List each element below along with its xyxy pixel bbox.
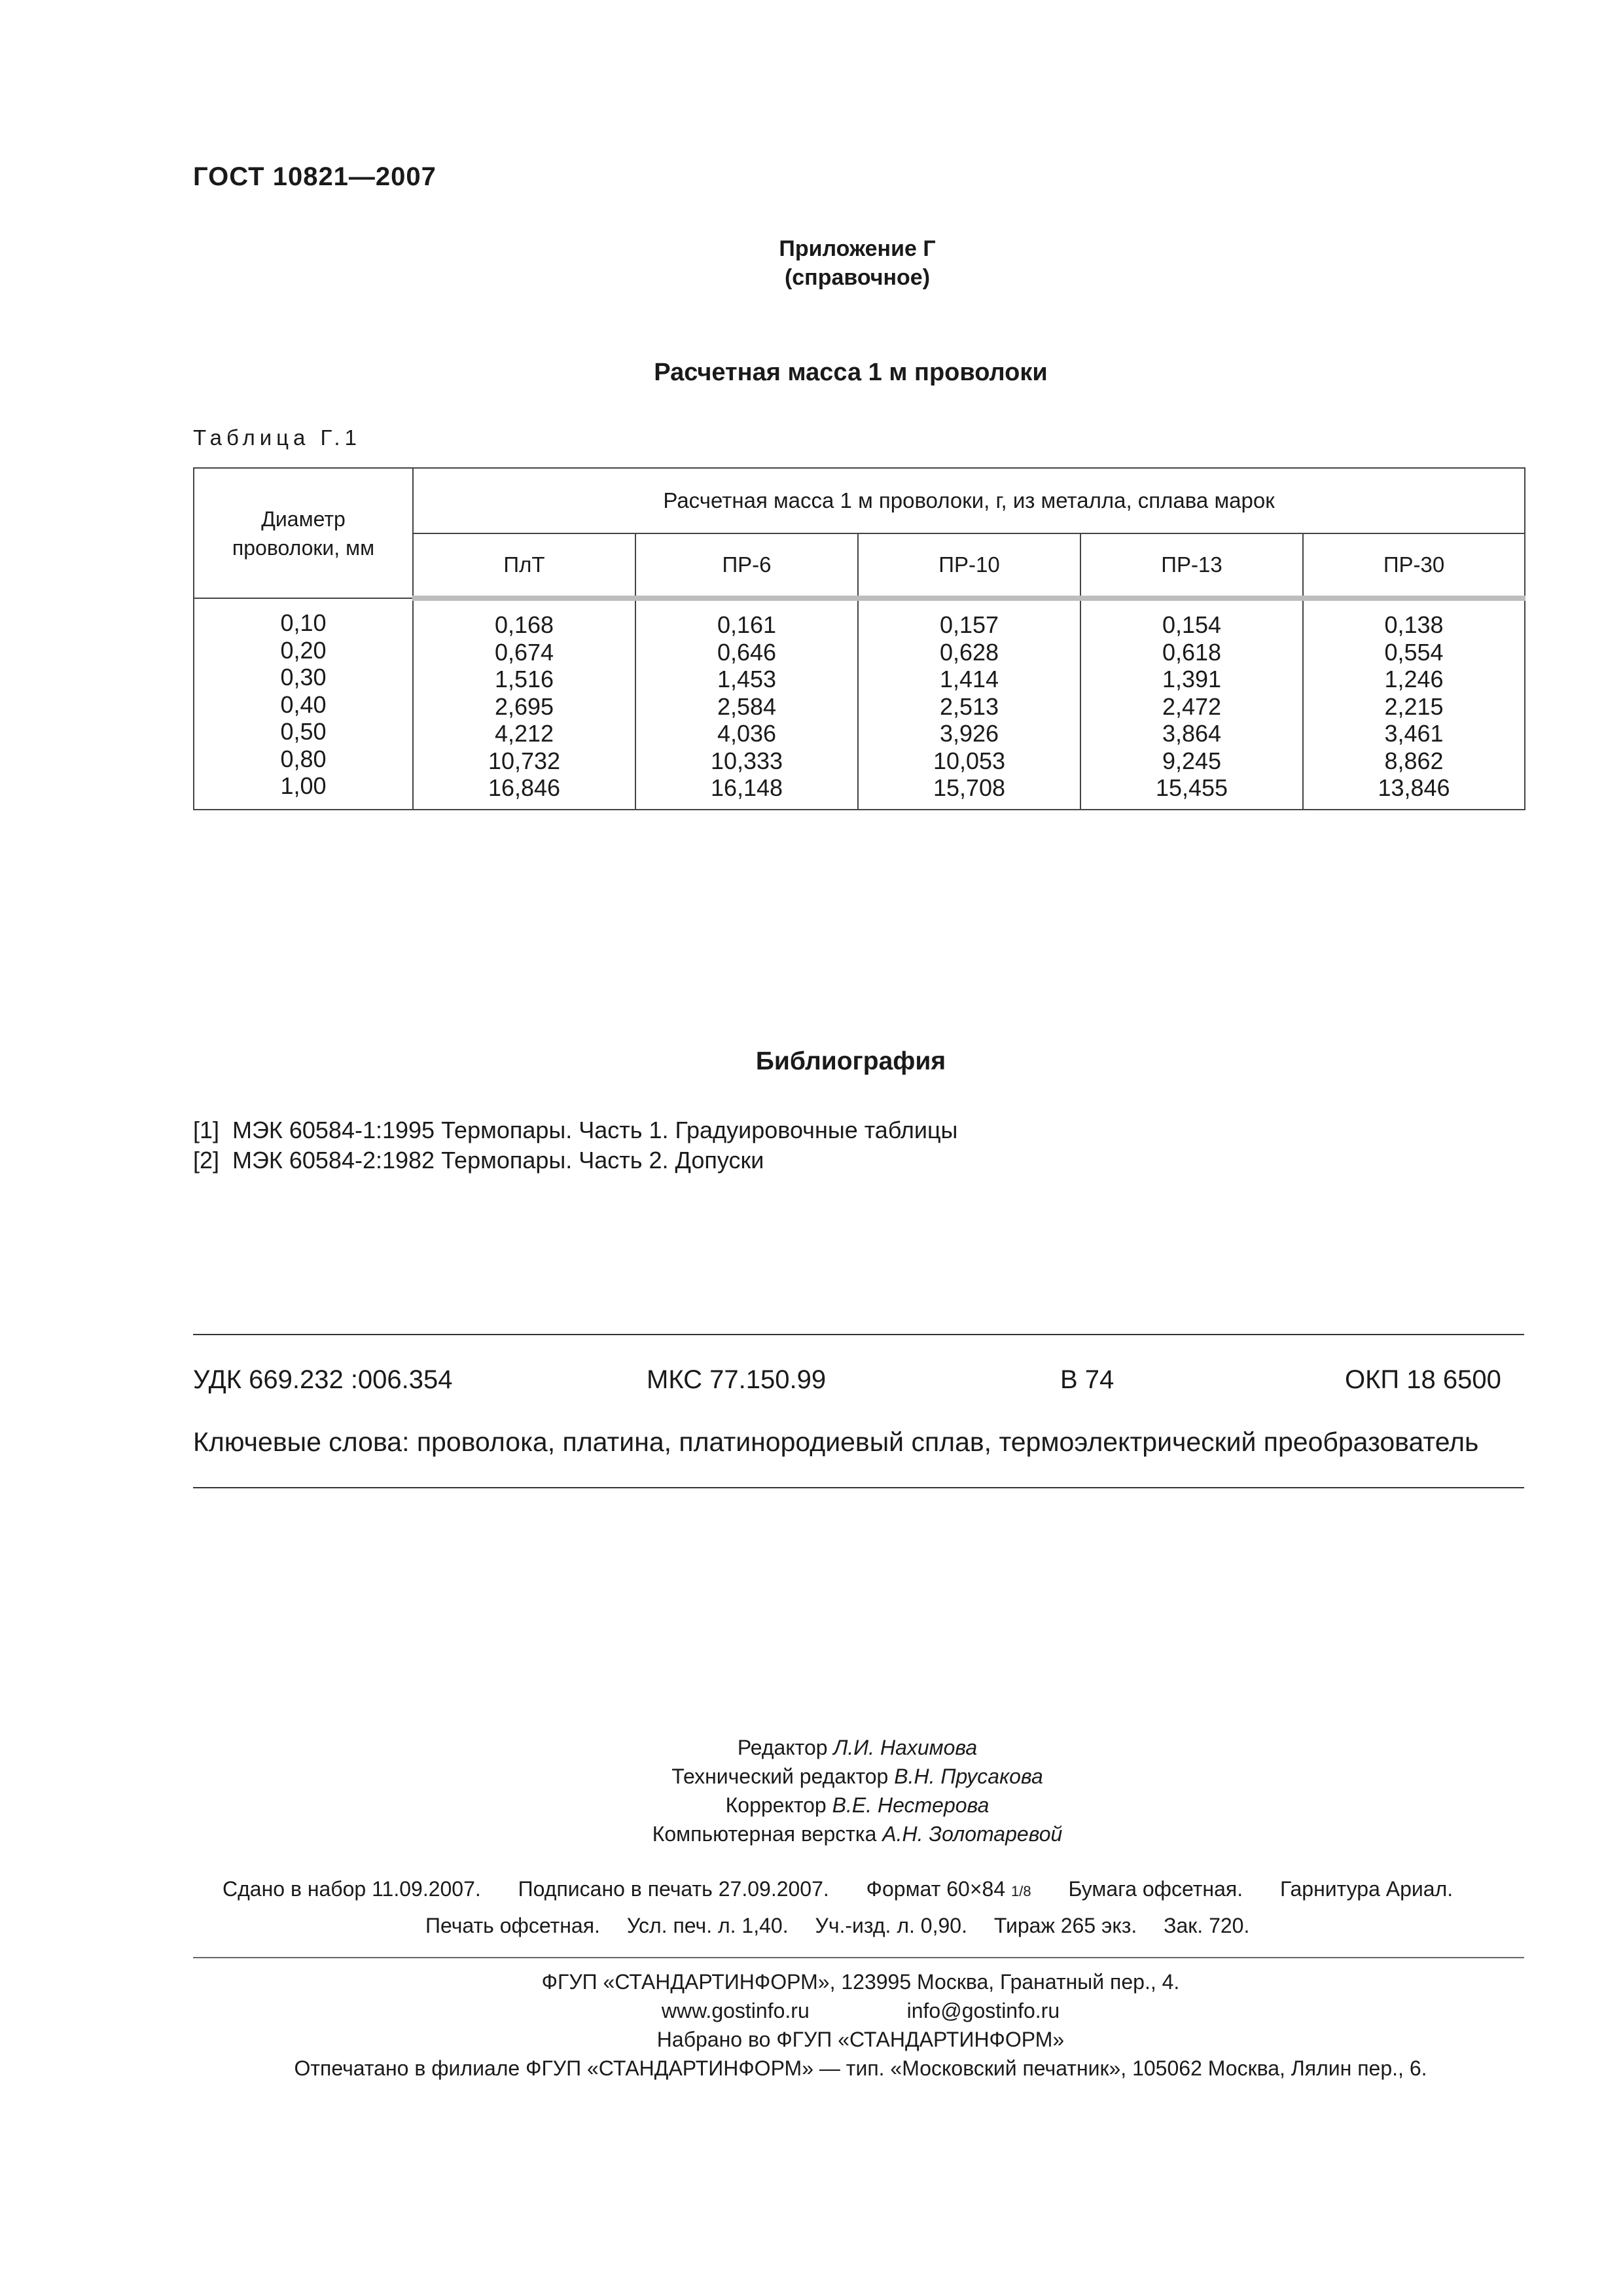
divider-top (193, 1334, 1524, 1335)
table-data-row (194, 598, 1525, 810)
table-title: Расчетная масса 1 м проволоки (654, 359, 1048, 386)
bibliography-title: Библиография (755, 1047, 946, 1075)
publisher-email-link[interactable]: info@gostinfo.ru (906, 1999, 1060, 2022)
annex-line-1: Приложение Г (779, 236, 936, 261)
pub-format (866, 1877, 1031, 1901)
credit-name: В.Е. Нестерова (832, 1793, 990, 1817)
header-diameter (194, 468, 413, 598)
credit-tech-editor (458, 1765, 1257, 1789)
mks-code: МКС 77.150.99 (647, 1365, 827, 1394)
cell-diameters: 0,10 0,20 0,30 0,40 0,50 0,80 1,00 (194, 598, 413, 810)
pub-uch: Уч.-изд. л. 0,90. (815, 1914, 967, 1937)
credit-role: Редактор (737, 1736, 828, 1759)
pub-tirazh: Тираж 265 экз. (993, 1914, 1137, 1937)
cell-pr10-values: 0,157 0,628 1,414 2,513 3,926 10,053 15,708 (858, 598, 1080, 810)
cell-pr30-values: 0,138 0,554 1,246 2,215 3,461 8,862 13,846 (1303, 598, 1525, 810)
credit-role: Корректор (725, 1793, 827, 1817)
keywords: Ключевые слова: проволока, платина, платинородиевый сплав, термоэлектрический преобразователь (193, 1427, 1479, 1457)
credit-editor (458, 1736, 1257, 1760)
credit-name: Л.И. Нахимова (833, 1736, 978, 1759)
bibliography-item: [2] МЭК 60584-2:1982 Термопары. Часть 2. Допуски (193, 1147, 764, 1174)
annex-heading (654, 234, 1060, 292)
pub-paper: Бумага офсетная. (1068, 1877, 1243, 1901)
divider-bottom (193, 1487, 1524, 1488)
pub-print: Печать офсетная. (425, 1914, 600, 1937)
pub-signed: Подписано в печать 27.09.2007. (518, 1877, 829, 1901)
header-col-pr30: ПР-30 (1303, 533, 1525, 598)
header-col-pr6: ПР-6 (635, 533, 858, 598)
credit-layout (458, 1822, 1257, 1846)
header-col-pr10: ПР-10 (858, 533, 1080, 598)
credit-name: А.Н. Золотаревой (882, 1822, 1063, 1846)
credit-name: В.Н. Прусакова (894, 1765, 1043, 1788)
header-diameter-line-2: проволоки, мм (232, 535, 375, 560)
credit-role: Технический редактор (671, 1765, 889, 1788)
wire-mass-table (193, 467, 1525, 810)
header-mass-group: Расчетная масса 1 м проволоки, г, из металла, сплава марок (413, 468, 1525, 533)
cell-pr13-values: 0,154 0,618 1,391 2,472 3,864 9,245 15,455 (1080, 598, 1303, 810)
publisher-website-link[interactable]: www.gostinfo.ru (661, 1999, 810, 2022)
bibliography-item: [1] МЭК 60584-1:1995 Термопары. Часть 1. Градуировочные таблицы (193, 1117, 958, 1143)
credit-role: Компьютерная верстка (652, 1822, 877, 1846)
pub-submitted: Сдано в набор 11.09.2007. (223, 1877, 481, 1901)
printed-info: Отпечатано в филиале ФГУП «СТАНДАРТИНФОРМ» — тип. «Московский печатник», 105062 Москва, Лялин пер., 6. (294, 2056, 1427, 2080)
header-diameter-line-1: Диаметр (261, 507, 346, 531)
okp-code: ОКП 18 6500 (1345, 1365, 1501, 1394)
publisher-address: ФГУП «СТАНДАРТИНФОРМ», 123995 Москва, Гранатный пер., 4. (541, 1970, 1180, 1994)
pub-usl: Усл. печ. л. 1,40. (626, 1914, 789, 1937)
annex-line-2: (справочное) (784, 265, 931, 290)
credit-corrector (458, 1793, 1257, 1818)
publication-info-line-1 (223, 1877, 1484, 1901)
divider-publisher (193, 1957, 1524, 1958)
cell-plt-values: 0,168 0,674 1,516 2,695 4,212 10,732 16,846 (413, 598, 635, 810)
pub-format-fraction: 1/8 (1011, 1883, 1031, 1899)
publication-info-line-2 (425, 1914, 1270, 1938)
pub-zak: Зак. 720. (1164, 1914, 1250, 1937)
pub-font: Гарнитура Ариал. (1279, 1877, 1454, 1901)
cell-pr6-values: 0,161 0,646 1,453 2,584 4,036 10,333 16,148 (635, 598, 858, 810)
header-col-plt: ПлТ (413, 533, 635, 598)
okc-code: В 74 (1060, 1365, 1115, 1394)
table-label: Таблица Г.1 (193, 425, 361, 450)
document-code: ГОСТ 10821—2007 (193, 162, 437, 191)
udk-code: УДК 669.232 :006.354 (193, 1365, 453, 1394)
publisher-contacts (131, 1999, 1590, 2023)
typeset-info: Набрано во ФГУП «СТАНДАРТИНФОРМ» (656, 2028, 1065, 2051)
pub-format-text: Формат 60×84 (866, 1877, 1006, 1901)
header-col-pr13: ПР-13 (1080, 533, 1303, 598)
